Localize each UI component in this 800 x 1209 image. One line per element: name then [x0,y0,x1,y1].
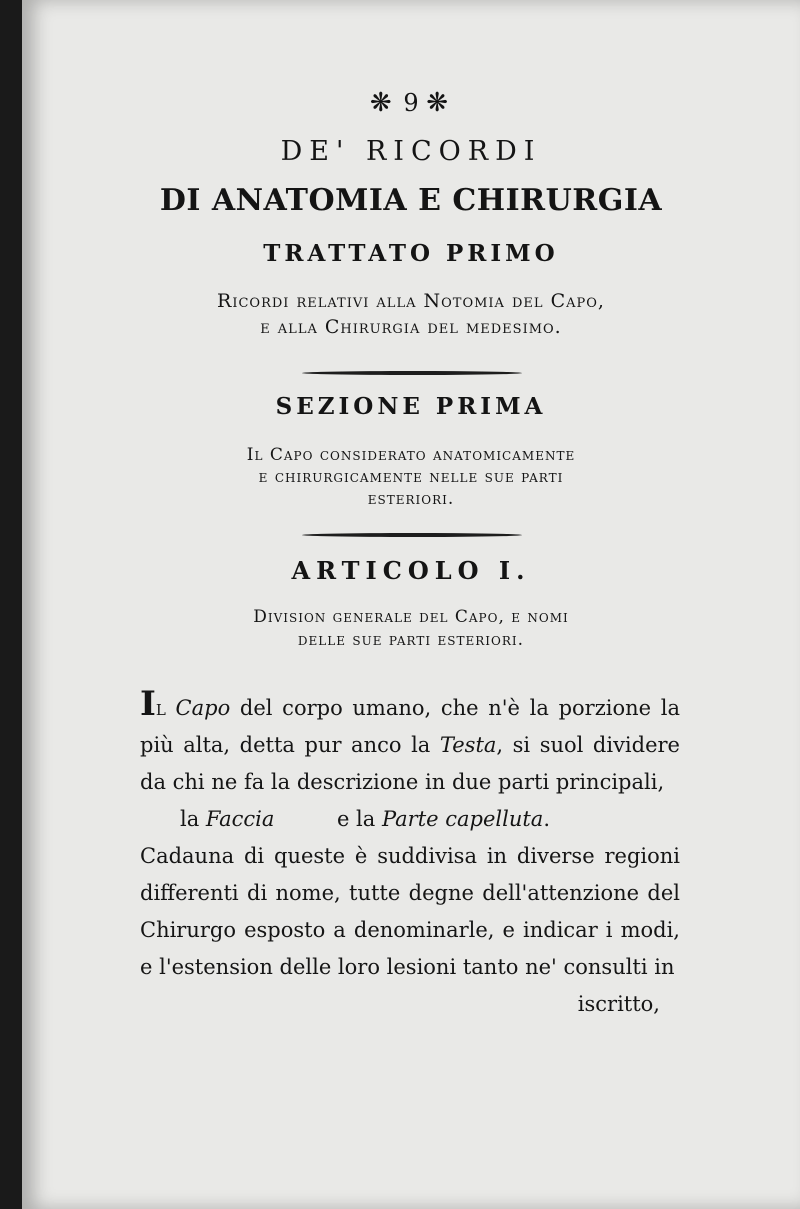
divider-rule [302,371,522,375]
section-desc-line2: e chirurgicamente nelle sue parti [258,467,564,487]
treatise-desc-line1: Ricordi relativi alla Notomia del Capo, [217,290,605,312]
divider-rule [302,533,522,537]
treatise-heading: TRATTATO PRIMO [263,240,559,267]
paragraph-1: Il Capo del corpo umano, che n'è la porzione la più alta, detta pur anco la Testa, si suol dividere da chi ne fa la descrizione in due parti principali, [140,684,680,794]
article-description [22,606,800,652]
title-main: DE' RICORDI [280,136,542,167]
section-heading: SEZIONE PRIMA [275,393,547,420]
page-number: 9 [403,89,419,117]
catchword: iscritto, [577,992,660,1016]
term-testa: Testa [439,733,497,757]
term-capo: Capo [175,696,231,720]
section-desc-line3: esteriori. [367,489,455,509]
parts-line: la Faccia e la Parte capelluta. [180,807,550,831]
body-text [140,684,680,1023]
term-parte-capelluta: Parte capelluta [381,807,544,831]
ornament-left-icon: ❋ [369,88,396,118]
page-header [22,88,800,118]
ornament-right-icon: ❋ [426,88,453,118]
title-sub: DI ANATOMIA E CHIRURGIA [159,183,663,218]
treatise-desc-line2: e alla Chirurgia del medesimo. [260,316,562,338]
section-desc-line1: Il Capo considerato anatomicamente [246,445,576,465]
drop-cap: I [140,684,156,724]
article-heading: ARTICOLO I. [291,556,531,585]
article-desc-line1: Division generale del Capo, e nomi [253,607,569,627]
book-page [22,0,800,1209]
article-desc-line2: delle sue parti esteriori. [297,630,525,650]
section-description [22,444,800,510]
bleed-through-text [22,0,800,1209]
term-faccia: Faccia [205,807,275,831]
paragraph-2: Cadauna di queste è suddivisa in diverse regioni differenti di nome, tutte degne dell'attenzione del Chirurgo esposto a denominarle, e indicar i modi, e l'estension delle loro lesioni tanto ne' consulti in [140,844,680,979]
treatise-description [22,288,800,340]
